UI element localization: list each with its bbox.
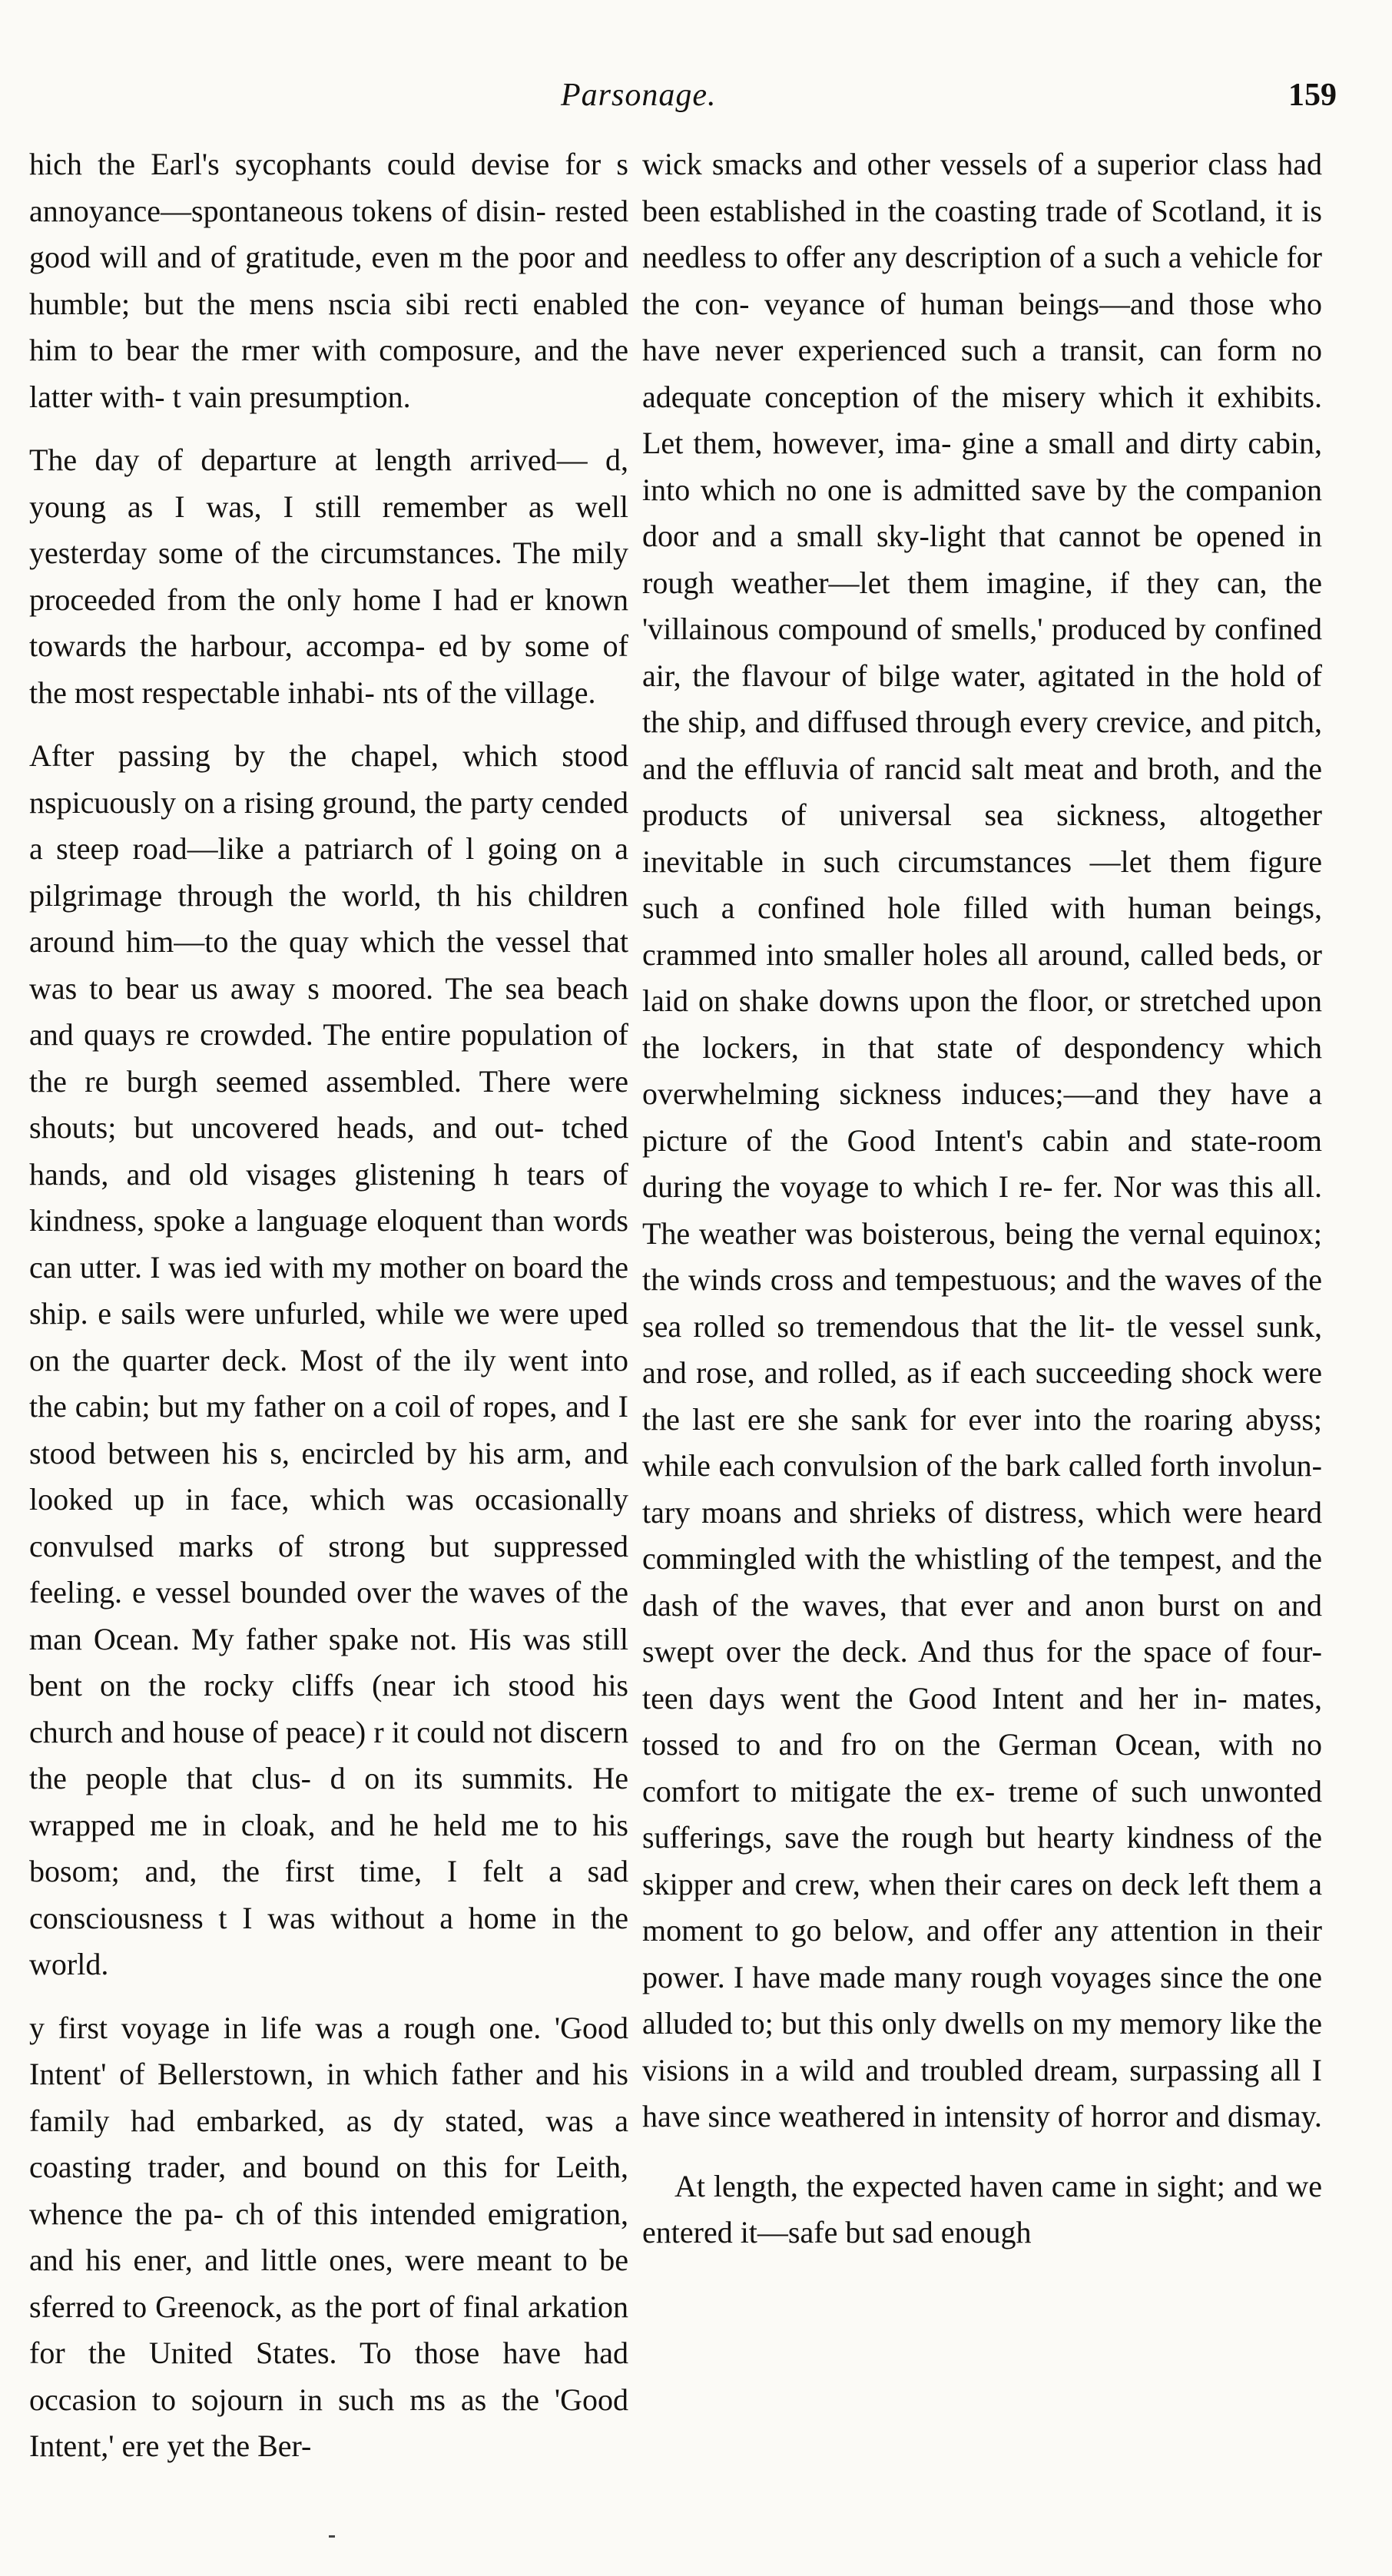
running-title: Parsonage. bbox=[561, 78, 717, 113]
paragraph: y first voyage in life was a rough one. 'Good Intent' of Bellerstown, in which father and his family had embarked, as dy stated, was a coasting trader, and bound on this for Leith, whence the pa- ch of this intended emigration, and his ener, and little ones, were meant to be sferred to Greenock, as the port of final arkation for the United States. To those have had occasion to sojourn in such ms as the 'Good Intent,' ere yet the Ber- bbox=[29, 2010, 628, 2463]
left-column bbox=[29, 141, 628, 2470]
page-header bbox=[0, 77, 1392, 131]
paragraph: The day of departure at length arrived— d, young as I was, I still remember as well yesterday some of the circumstances. The mily proceeded from the only home I had er known towards the harbour, accompa- ed by some of the most respectable inhabi- nts of the village. bbox=[29, 443, 628, 710]
footer-mark bbox=[329, 2535, 335, 2538]
paragraph: At length, the expected haven came in sight; and we entered it—safe but sad enough bbox=[642, 2168, 1322, 2249]
right-column bbox=[642, 141, 1322, 2256]
paragraph: wick smacks and other vessels of a superior class had been established in the coasting trade of Scotland, it is needless to offer any description of a such a vehicle for the con- veyance of human beings—and those who have never experienced such a transit, can form no adequate conception of the misery which it exhibits. Let them, however, ima- gine a small and dirty cabin, into which no one is admitted save by the companion door and a small sky-light that cannot be opened in rough weather—let them imagine, if they can, the 'villainous compound of smells,' produced by confined air, the flavour of bilge water, agitated in the hold of the ship, and diffused through every crevice, and pitch, and the effluvia of rancid salt meat and broth, and the products of universal sea sickness, altogether inevitable in such circumstances —let them figure such a confined hole filled with human beings, crammed into smaller holes all around, called beds, or laid on shake downs upon the floor, or stretched upon the lockers, in that state of despondency which overwhelming sickness induces;—and they have a picture of the Good Intent's cabin and state-room during the voyage to which I re- fer. Nor was this all. The weather was boisterous, being the vernal equinox; the winds cross and tempestuous; and the waves of the sea rolled so tremendous that the lit- tle vessel sunk, and rose, and rolled, as if each succeeding shock were the last ere she sank for ever into the roaring abyss; while each convulsion of the bark called forth involun- tary moans and shrieks of distress, which were heard commingled with the whistling of the tempest, and the dash of the waves, that ever and anon burst on and swept over the deck. And thus for the space of four- teen days went the Good Intent and her in- mates, tossed to and fro on the German Ocean, with no comfort to mitigate the ex- treme of such unwonted sufferings, save the rough but hearty kindness of the skipper and crew, when their cares on deck left them a moment to go below, and offer any attention in their power. I have made many rough voyages since the one alluded to; but this only dwells on my memory like the visions in a wild and troubled dream, surpassing all I have since weathered in intensity of horror and dismay. bbox=[642, 147, 1322, 2133]
page-number: 159 bbox=[1288, 78, 1337, 113]
paragraph: After passing by the chapel, which stood nspicuously on a rising ground, the party cended a steep road—like a patriarch of l going on a pilgrimage through the world, th his children around him—to the quay which the vessel that was to bear us away s moored. The sea beach and quays re crowded. The entire population of the re burgh seemed assembled. There were shouts; but uncovered heads, and out- tched hands, and old visages glistening h tears of kindness, spoke a language eloquent than words can utter. I was ied with my mother on board the ship. e sails were unfurled, while we were uped on the quarter deck. Most of the ily went into the cabin; but my father on a coil of ropes, and I stood between his s, encircled by his arm, and looked up in face, which was occasionally convulsed marks of strong but suppressed feeling. e vessel bounded over the waves of the man Ocean. My father spake not. His was still bent on the rocky cliffs (near ich stood his church and house of peace) r it could not discern the people that clus- d on its summits. He wrapped me in cloak, and he held me to his bosom; and, the first time, I felt a sad consciousness t I was without a home in the world. bbox=[29, 738, 628, 1981]
paragraph: hich the Earl's sycophants could devise for s annoyance—spontaneous tokens of disin- rested good will and of gratitude, even m the poor and humble; but the mens nscia sibi recti enabled him to bear the rmer with composure, and the latter with- t vain presumption. bbox=[29, 147, 628, 414]
